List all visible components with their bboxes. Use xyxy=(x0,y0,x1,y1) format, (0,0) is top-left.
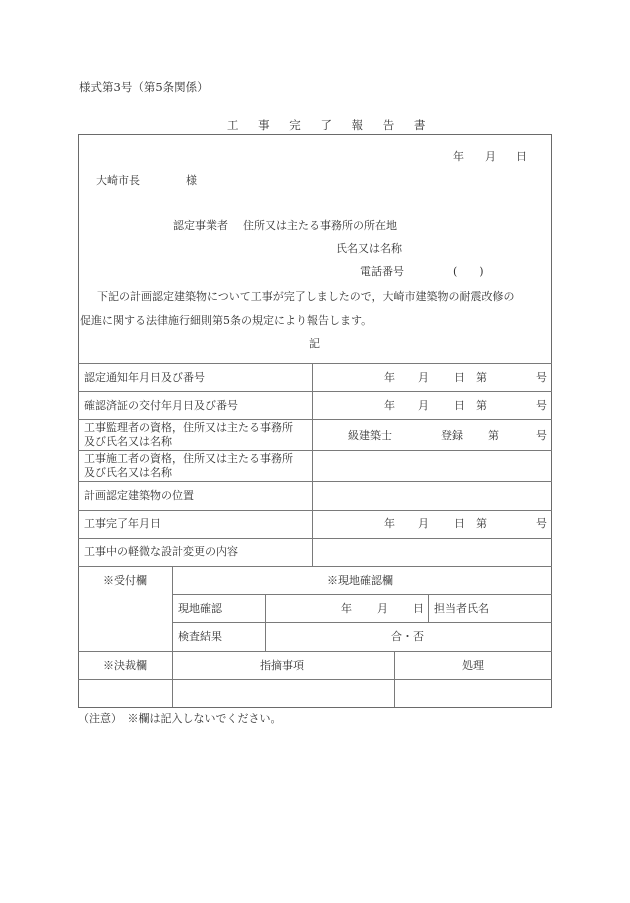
note: （注意） ※欄は記入しないでください。 xyxy=(78,712,282,725)
row6-month: 月 xyxy=(418,517,429,530)
column-divider xyxy=(172,566,173,707)
inspection-label: 検査結果 xyxy=(178,630,222,643)
row3-toroku: 登録 xyxy=(441,429,463,442)
row-divider xyxy=(78,679,552,680)
row-divider xyxy=(78,566,552,567)
date-day: 日 xyxy=(516,150,527,163)
body-text-line2: 促進に関する法律施行細則第5条の規定により報告します。 xyxy=(80,314,373,327)
row-divider xyxy=(78,450,552,451)
column-divider xyxy=(394,651,395,707)
column-divider xyxy=(312,363,313,566)
row1-day: 日 xyxy=(454,371,465,384)
row1-go: 号 xyxy=(536,371,547,384)
row-label-contractor-1: 工事施工者の資格，住所又は主たる事務所 xyxy=(84,452,293,465)
row1-dai: 第 xyxy=(476,371,487,384)
row-label-completion-date: 工事完了年月日 xyxy=(84,517,161,530)
row3-dai: 第 xyxy=(488,429,499,442)
site-check-month: 月 xyxy=(377,602,388,615)
row-divider xyxy=(78,651,552,652)
row6-day: 日 xyxy=(454,517,465,530)
row-divider xyxy=(78,419,552,420)
remarks-header: 指摘事項 xyxy=(260,659,304,672)
row-label-supervisor-2: 及び氏名又は名称 xyxy=(84,435,172,448)
inspection-value: 合・否 xyxy=(391,630,424,643)
row-divider xyxy=(172,594,552,595)
addressee-suffix: 様 xyxy=(186,174,197,187)
site-check-header: ※現地確認欄 xyxy=(327,574,393,587)
row-divider xyxy=(78,510,552,511)
approval-header: ※決裁欄 xyxy=(103,659,147,672)
row2-dai: 第 xyxy=(476,399,487,412)
page-title: 工 事 完 了 報 告 書 xyxy=(227,118,434,132)
row-divider xyxy=(78,363,552,364)
column-divider xyxy=(428,594,429,622)
row-divider xyxy=(78,481,552,482)
ki-label: 記 xyxy=(309,337,320,350)
row-label-contractor-2: 及び氏名又は名称 xyxy=(84,466,172,479)
site-check-label: 現地確認 xyxy=(178,602,222,615)
row-label-location: 計画認定建築物の位置 xyxy=(84,489,194,502)
row1-year: 年 xyxy=(384,371,395,384)
row-divider xyxy=(78,391,552,392)
row-divider xyxy=(172,622,552,623)
row3-go: 号 xyxy=(536,429,547,442)
row-label-design-change: 工事中の軽微な設計変更の内容 xyxy=(84,545,238,558)
row2-month: 月 xyxy=(418,399,429,412)
address-label: 住所又は主たる事務所の所在地 xyxy=(243,219,397,232)
addressee: 大崎市長 xyxy=(96,174,140,187)
phone-parens: ( ) xyxy=(453,265,484,278)
form-number: 様式第3号（第5条関係） xyxy=(79,80,209,94)
name-label: 氏名又は名称 xyxy=(336,242,402,255)
row3-kenchikushi: 級建築士 xyxy=(348,429,392,442)
person-in-charge-label: 担当者氏名 xyxy=(434,602,489,615)
column-divider xyxy=(265,594,266,651)
date-year: 年 xyxy=(453,150,464,163)
row-label-supervisor-1: 工事監理者の資格，住所又は主たる事務所 xyxy=(84,421,293,434)
site-check-year: 年 xyxy=(341,602,352,615)
date-month: 月 xyxy=(485,150,496,163)
applicant-label: 認定事業者 xyxy=(173,219,228,232)
row-label-notice: 認定通知年月日及び番号 xyxy=(84,371,205,384)
row-label-certificate: 確認済証の交付年月日及び番号 xyxy=(84,399,238,412)
row6-dai: 第 xyxy=(476,517,487,530)
row6-go: 号 xyxy=(536,517,547,530)
action-header: 処理 xyxy=(462,659,484,672)
site-check-day: 日 xyxy=(413,602,424,615)
phone-label: 電話番号 xyxy=(360,265,404,278)
row2-day: 日 xyxy=(454,399,465,412)
reception-header: ※受付欄 xyxy=(103,574,147,587)
row1-month: 月 xyxy=(418,371,429,384)
row-divider xyxy=(78,538,552,539)
row6-year: 年 xyxy=(384,517,395,530)
row2-go: 号 xyxy=(536,399,547,412)
body-text-line1: 下記の計画認定建築物について工事が完了しましたので，大崎市建築物の耐震改修の xyxy=(97,290,515,303)
row2-year: 年 xyxy=(384,399,395,412)
